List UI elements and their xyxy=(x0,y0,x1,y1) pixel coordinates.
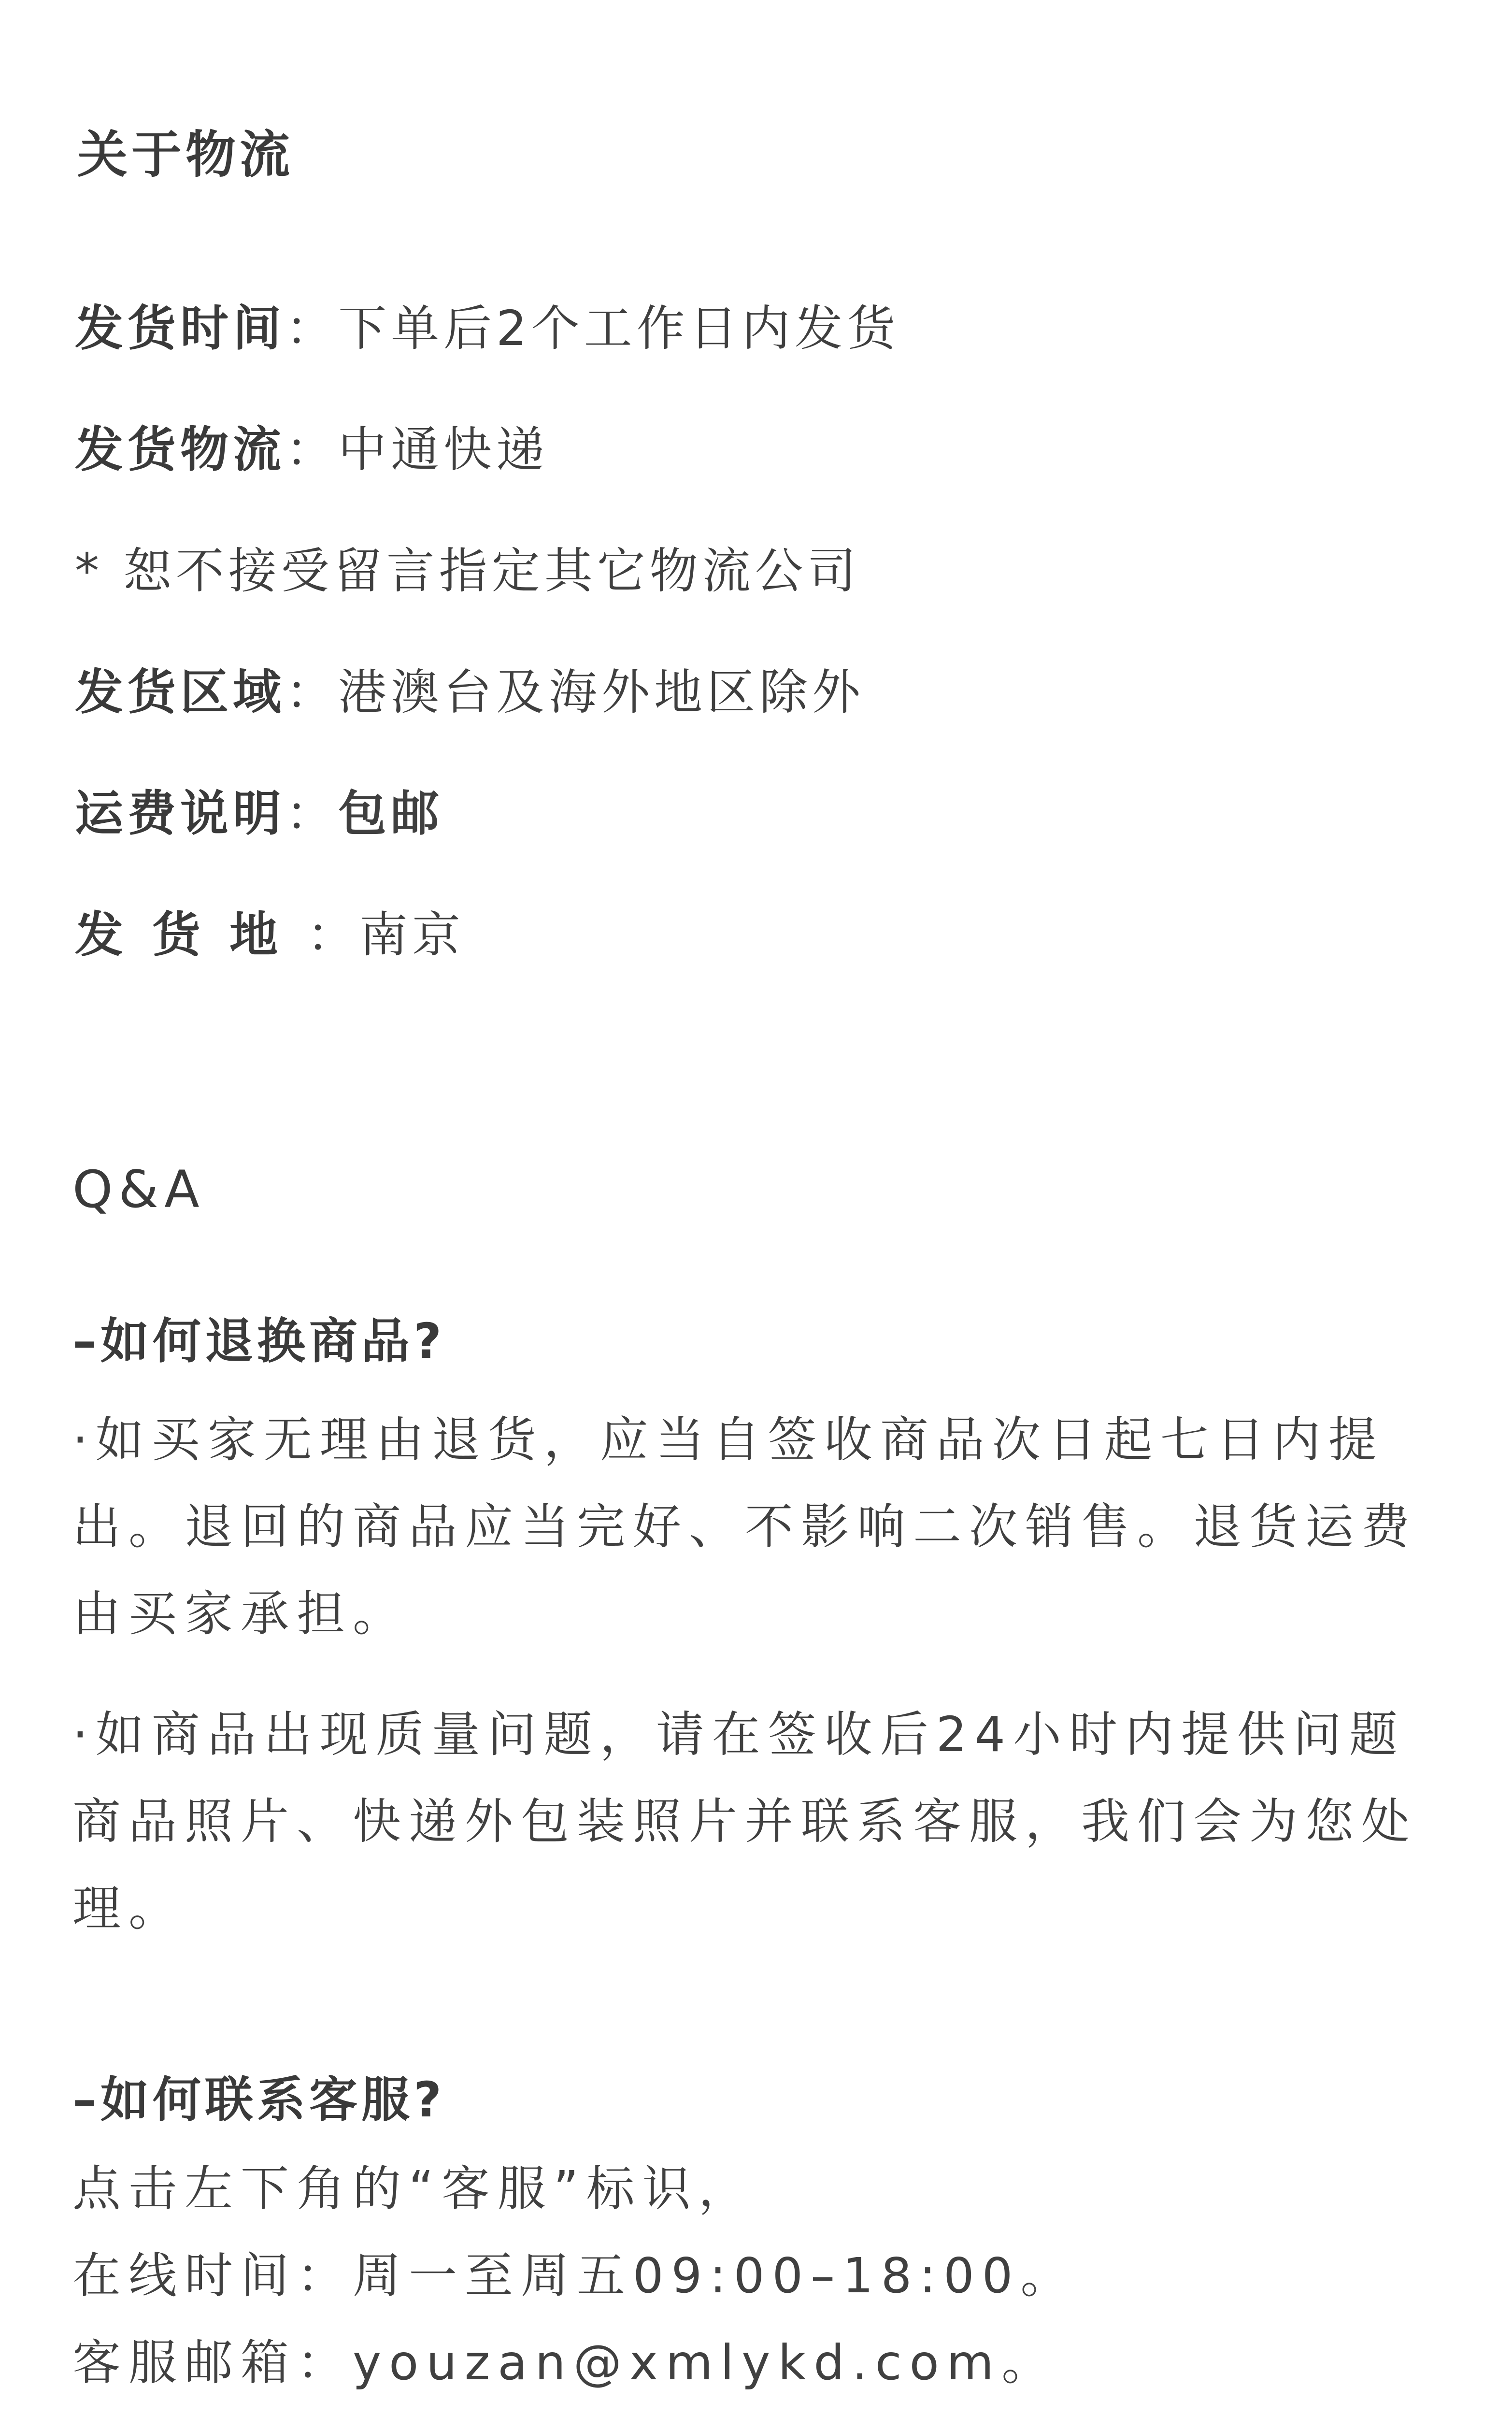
qa-title: Q&A xyxy=(72,1160,205,1219)
answer-return-2 xyxy=(72,1691,1444,1952)
answer-line: 由买家承担。 xyxy=(72,1585,409,1642)
answer-line: 出。退回的商品应当完好、不影响二次销售。退货运费 xyxy=(72,1498,1417,1555)
answer-line: 商品照片、快递外包装照片并联系客服，我们会为您处 xyxy=(72,1793,1417,1850)
answer-line: 在线时间：周一至周五09:00–18:00。 xyxy=(72,2247,1077,2304)
shipping-time-key: 发货时间 xyxy=(75,300,285,357)
shipping-time-row xyxy=(75,297,900,360)
ship-from-key: 发货地 xyxy=(75,906,307,963)
shipping-region-sep: ： xyxy=(285,664,338,720)
shipping-region-row xyxy=(75,661,865,724)
question-return: –如何退换商品? xyxy=(72,1313,446,1369)
answer-line: 点击左下角的“客服”标识， xyxy=(72,2160,755,2217)
shipping-carrier-sep: ： xyxy=(285,421,338,478)
shipping-fee-key: 运费说明 xyxy=(75,785,285,842)
shipping-fee-sep: ： xyxy=(285,785,338,842)
shipping-region-value: 港澳台及海外地区除外 xyxy=(338,664,865,720)
carrier-note: * 恕不接受留言指定其它物流公司 xyxy=(75,543,860,599)
answer-return-1 xyxy=(72,1396,1444,1657)
shipping-time-sep: ： xyxy=(285,300,338,357)
logistics-title: 关于物流 xyxy=(77,125,294,184)
answer-line: 理。 xyxy=(72,1880,185,1937)
ship-from-row xyxy=(75,904,465,966)
answer-line: ·如买家无理由退货，应当自签收商品次日起七日内提 xyxy=(72,1411,1384,1468)
shipping-carrier-value: 中通快递 xyxy=(338,421,549,478)
shipping-fee-row xyxy=(75,782,443,845)
shipping-fee-value: 包邮 xyxy=(338,785,443,842)
ship-from-value: 南京 xyxy=(359,906,465,963)
shipping-region-key: 发货区域 xyxy=(75,664,285,720)
shipping-carrier-row xyxy=(75,418,549,481)
answer-line: ·如商品出现质量问题，请在签收后24小时内提供问题 xyxy=(72,1706,1406,1763)
shipping-time-value: 下单后2个工作日内发货 xyxy=(338,300,900,357)
shipping-carrier-key: 发货物流 xyxy=(75,421,285,478)
question-contact: –如何联系客服? xyxy=(72,2071,446,2128)
ship-from-sep: ： xyxy=(307,906,359,963)
carrier-note-row xyxy=(75,540,860,603)
answer-line: 客服邮箱：youzan@xmlykd.com。 xyxy=(72,2334,1058,2391)
answer-contact xyxy=(72,2145,1444,2406)
